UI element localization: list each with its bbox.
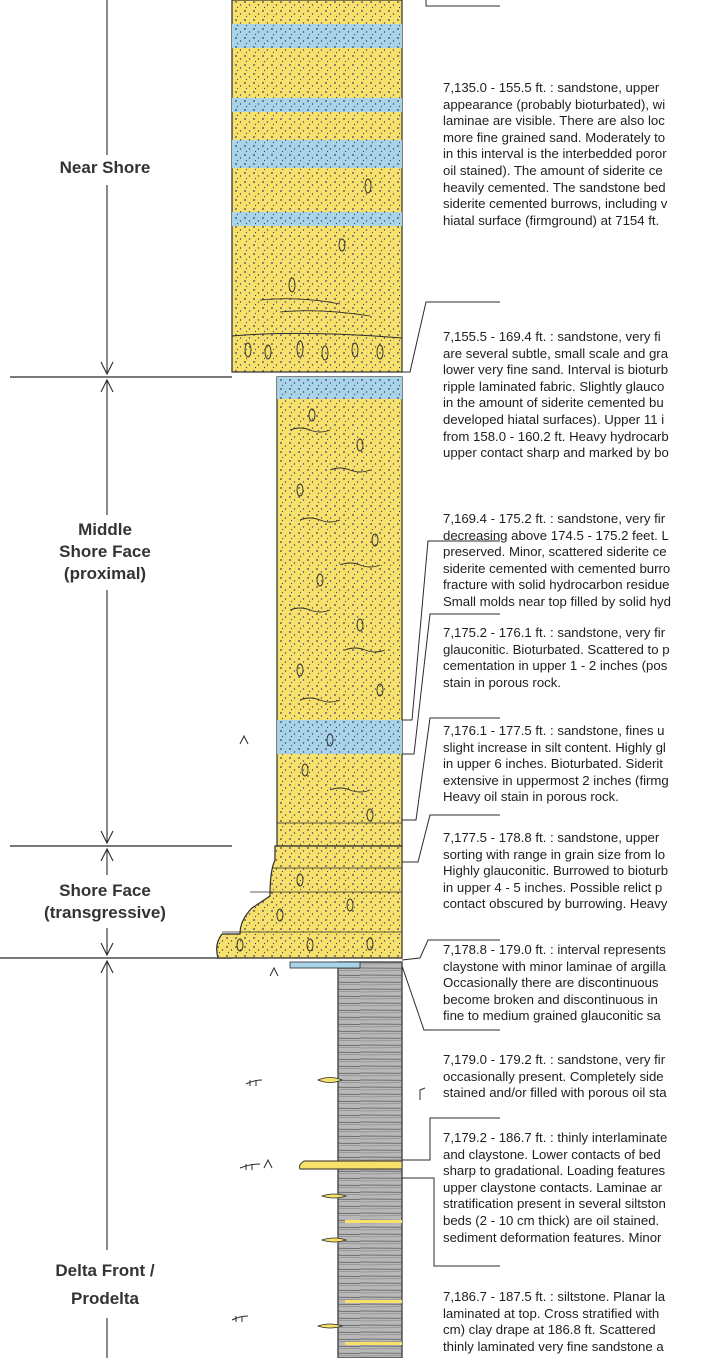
description-block-3	[443, 511, 724, 611]
description-line: stained and/or filled with porous oil sta	[443, 1085, 667, 1101]
description-line: upper claystone contacts. Laminae ar	[443, 1179, 663, 1195]
description-line: appearance (probably bioturbated), wi	[443, 96, 666, 112]
env-label-near-shore: Near Shore	[59, 158, 151, 177]
description-line: hiatal surface (firmground) at 7154 ft.	[443, 212, 660, 228]
description-line: cm) clay drape at 186.8 ft. Scattered	[443, 1322, 656, 1338]
description-line: cementation in upper 1 - 2 inches (pos	[443, 658, 668, 674]
description-line: ripple laminated fabric. Slightly glauco	[443, 378, 665, 394]
description-line: laminae are visible. There are also loc	[443, 113, 665, 129]
description-line: slight increase in silt content. Highly gl	[443, 739, 666, 755]
description-line: in the amount of siderite cemented bu	[443, 395, 664, 411]
description-line: stratification present in several siltston	[443, 1196, 666, 1212]
description-line: sorting with range in grain size from lo	[443, 846, 666, 862]
description-line: decreasing above 174.5 - 175.2 feet. L	[443, 527, 669, 543]
unit-shore-face-sandstone	[217, 846, 402, 958]
env-label-middle-shore-face: Middle Shore Face (proximal)	[59, 520, 151, 583]
description-line: lower very fine sand. Interval is bioturb	[443, 362, 669, 378]
description-line: developed hiatal surfaces). Upper 11 i	[443, 411, 665, 427]
description-line: 7,155.5 - 169.4 ft. : sandstone, very fi	[443, 329, 661, 344]
description-line: beds (2 - 10 cm thick) are oil stained.	[443, 1212, 660, 1228]
description-line: glauconitic. Bioturbated. Scattered to p	[443, 641, 670, 657]
description-line: extensive in uppermost 2 inches (firmg	[443, 772, 669, 788]
description-line: Occasionally there are discontinuous	[443, 975, 659, 991]
description-line: are several subtle, small scale and gra	[443, 345, 669, 361]
description-line: Heavy oil stain in porous rock.	[443, 789, 619, 805]
description-line: preserved. Minor, scattered siderite ce	[443, 544, 667, 560]
description-line: 7,175.2 - 176.1 ft. : sandstone, very fir	[443, 625, 666, 640]
description-block-1	[443, 80, 724, 229]
description-block-7	[443, 942, 724, 1025]
description-line: sharp to gradational. Loading features	[443, 1163, 666, 1179]
env-label-shore-face: Shore Face (transgressive)	[44, 881, 166, 922]
description-line: heavily cemented. The sandstone bed	[443, 179, 666, 195]
description-line: 7,135.0 - 155.5 ft. : sandstone, upper	[443, 80, 660, 95]
description-line: claystone with minor laminae of argilla	[443, 958, 666, 974]
description-block-8	[443, 1052, 724, 1102]
description-line: upper contact sharp and marked by bo	[443, 445, 669, 461]
description-line: 7,178.8 - 179.0 ft. : interval represents	[443, 942, 666, 957]
description-line: in this interval is the interbedded poror	[443, 146, 667, 162]
unit-middle-shore-face-sandstone	[277, 377, 402, 846]
description-line: oil stained). The amount of siderite ce	[443, 162, 663, 178]
range-arrow-near-shore	[101, 0, 113, 374]
description-line: more fine grained sand. Moderately to	[443, 129, 666, 145]
description-line: Highly glauconitic. Burrowed to bioturb	[443, 863, 669, 879]
description-line: 7,179.0 - 179.2 ft. : sandstone, very fir	[443, 1052, 666, 1067]
description-line: laminated at top. Cross stratified with	[443, 1305, 660, 1321]
description-line: occasionally present. Completely side	[443, 1068, 664, 1084]
env-label-delta-front: Delta Front / Prodelta	[55, 1261, 155, 1308]
description-line: Small molds near top filled by solid hyd	[443, 593, 671, 609]
description-line: 7,179.2 - 186.7 ft. : thinly interlaminate	[443, 1130, 668, 1145]
unit-delta-front-claystone	[290, 962, 402, 1358]
description-line: siderite cemented with cemented burro	[443, 560, 671, 576]
description-line: from 158.0 - 160.2 ft. Heavy hydrocarb	[443, 428, 669, 444]
description-line: siderite cemented burrows, including v	[443, 196, 668, 212]
description-line: become broken and discontinuous in	[443, 991, 658, 1007]
description-block-5	[443, 723, 724, 806]
description-line: thinly laminated very fine sandstone a	[443, 1338, 664, 1354]
description-block-10	[443, 1289, 724, 1355]
range-arrow-middle-shore-face	[101, 380, 113, 843]
description-line: 7,176.1 - 177.5 ft. : sandstone, fines u	[443, 723, 665, 738]
description-line: and claystone. Lower contacts of bed	[443, 1146, 661, 1162]
description-line: 7,169.4 - 175.2 ft. : sandstone, very fir	[443, 511, 666, 526]
description-line: 7,177.5 - 178.8 ft. : sandstone, upper	[443, 830, 660, 845]
description-line: 7,186.7 - 187.5 ft. : siltstone. Planar la	[443, 1289, 666, 1304]
description-line: in upper 4 - 5 inches. Possible relict p	[443, 879, 663, 895]
description-line: sediment deformation features. Minor	[443, 1229, 662, 1245]
description-block-4	[443, 625, 724, 691]
description-block-9	[443, 1130, 724, 1246]
current-direction-symbols	[232, 736, 278, 1322]
unit-near-shore-sandstone	[232, 0, 402, 372]
description-line: contact obscured by burrowing. Heavy	[443, 896, 668, 912]
description-line: fracture with solid hydrocarbon residue	[443, 577, 670, 593]
description-block-2	[443, 329, 724, 462]
description-line: stain in porous rock.	[443, 674, 562, 690]
description-line: fine to medium grained glauconitic sa	[443, 1008, 661, 1024]
description-line: in upper 6 inches. Bioturbated. Siderit	[443, 756, 663, 772]
description-block-6	[443, 830, 724, 913]
